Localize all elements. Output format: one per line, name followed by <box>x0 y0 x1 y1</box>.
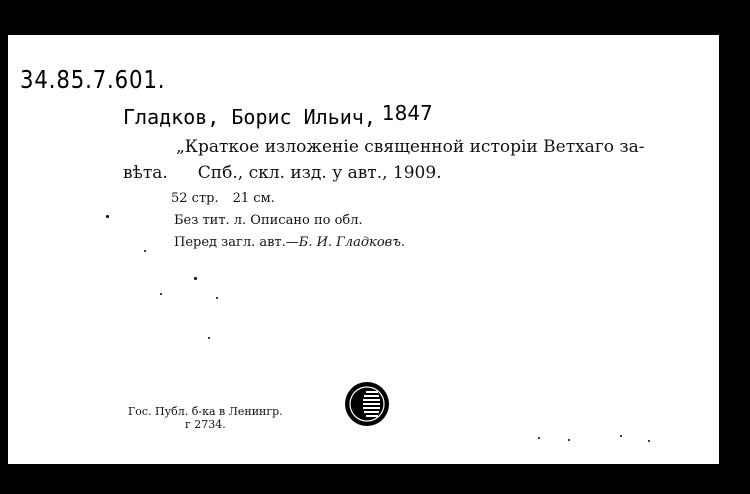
speck <box>194 277 197 280</box>
speck <box>568 439 570 441</box>
note-2 <box>174 235 405 250</box>
title-line-1: „Краткое изложеніе священной исторіи Ветхаго за- <box>176 137 645 157</box>
note-2-prefix: Перед загл. авт.— <box>174 235 299 250</box>
speck <box>216 297 218 299</box>
note-1: Без тит. л. Описано по обл. <box>174 213 363 228</box>
author-name: Гладков, Борис Ильич, <box>123 105 376 129</box>
stamp-line-1: Гос. Публ. б-ка в Ленингр. <box>128 405 283 418</box>
speck <box>106 215 109 218</box>
size: 21 см. <box>232 191 275 206</box>
stamp-line-2: г 2734. <box>184 418 226 431</box>
speck <box>648 440 650 442</box>
library-stamp-text <box>128 405 283 431</box>
imprint: Спб., скл. изд. у авт., 1909. <box>197 163 442 183</box>
call-number: 34.85.7.601. <box>20 65 166 94</box>
author-heading <box>123 101 433 129</box>
title-line-2-start: вѣта. <box>123 163 168 183</box>
collation <box>171 191 275 206</box>
scan-frame-bottom <box>0 464 750 494</box>
speck <box>208 337 210 339</box>
note-2-name: Б. И. Гладковъ. <box>298 235 406 250</box>
speck <box>144 250 146 252</box>
library-seal-icon <box>344 381 390 427</box>
speck <box>160 293 162 295</box>
pages: 52 стр. <box>171 191 219 206</box>
scan-frame-right <box>719 0 750 494</box>
speck <box>620 435 622 437</box>
title-line-2 <box>123 163 442 183</box>
speck <box>538 437 540 439</box>
author-year: 1847 <box>381 101 433 125</box>
catalog-card <box>8 35 719 464</box>
